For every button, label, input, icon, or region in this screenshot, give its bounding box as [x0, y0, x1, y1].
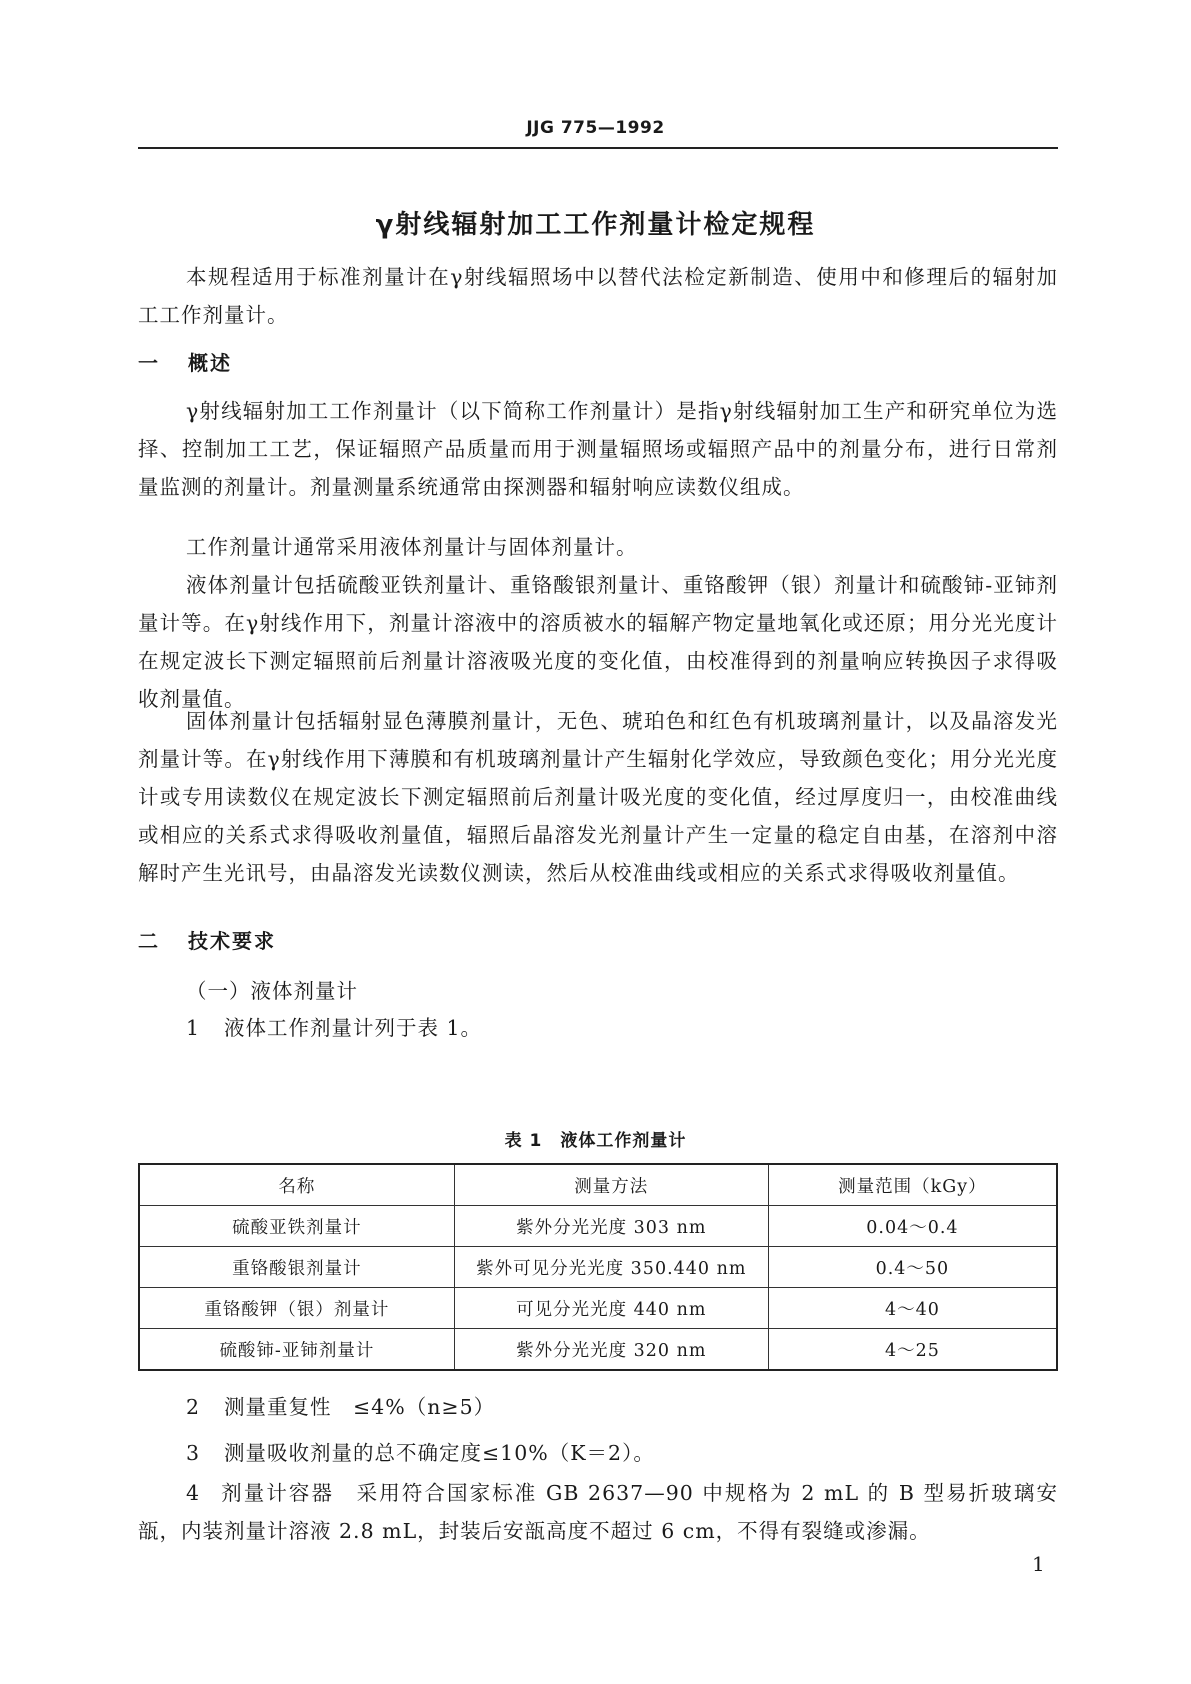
cell-range: 0.04～0.4 — [768, 1206, 1057, 1247]
overview-paragraph-3: 液体剂量计包括硫酸亚铁剂量计、重铬酸银剂量计、重铬酸钾（银）剂量计和硫酸铈-亚铈剂量计等。在γ射线作用下，剂量计溶液中的溶质被水的辐解产物定量地氧化或还原；用分光光度计在规定波长下测定辐照前后剂量计溶液吸光度的变化值，由校准得到的剂量响应转换因子求得吸收剂量值。 — [138, 573, 1058, 711]
cell-method: 紫外分光光度 303 nm — [454, 1206, 768, 1247]
cell-method: 紫外可见分光光度 350.440 nm — [454, 1247, 768, 1288]
section-heading-overview — [138, 347, 232, 376]
overview-paragraph-4: 固体剂量计包括辐射显色薄膜剂量计，无色、琥珀色和红色有机玻璃剂量计，以及晶溶发光剂量计等。在γ射线作用下薄膜和有机玻璃剂量计产生辐射化学效应，导致颜色变化；用分光光度计或专用读数仪在规定波长下测定辐照前后剂量计吸光度的变化值，经过厚度归一，由校准曲线或相应的关系式求得吸收剂量值，辐照后晶溶发光剂量计产生一定量的稳定自由基，在溶剂中溶解时产生光讯号，由晶溶发光读数仪测读，然后从校准曲线或相应的关系式求得吸收剂量值。 — [138, 709, 1058, 885]
section-heading-technical — [138, 925, 276, 954]
item-4 — [138, 1474, 1058, 1550]
item-number: 3 — [186, 1441, 201, 1465]
item-text: 测量吸收剂量的总不确定度≤10%（K＝2）。 — [224, 1441, 655, 1465]
item-number: 2 — [186, 1395, 201, 1419]
item-number: 1 — [186, 1016, 201, 1040]
cell-name: 重铬酸钾（银）剂量计 — [139, 1288, 454, 1329]
overview-paragraph-2: 工作剂量计通常采用液体剂量计与固体剂量计。 — [186, 535, 638, 559]
item-2 — [186, 1390, 495, 1420]
cell-range: 4～40 — [768, 1288, 1057, 1329]
subsection-liquid: （一）液体剂量计 — [186, 979, 358, 1003]
table-row — [139, 1206, 1057, 1247]
page-title: γ射线辐射加工工作剂量计检定规程 — [375, 210, 816, 240]
cell-range: 4～25 — [768, 1329, 1057, 1371]
section-number: 二 — [138, 929, 160, 953]
cell-method: 可见分光光度 440 nm — [454, 1288, 768, 1329]
intro-paragraph: 本规程适用于标准剂量计在γ射线辐照场中以替代法检定新制造、使用中和修理后的辐射加工工作剂量计。 — [138, 265, 1058, 327]
cell-range: 0.4～50 — [768, 1247, 1057, 1288]
table-row — [139, 1288, 1057, 1329]
cell-name: 重铬酸银剂量计 — [139, 1247, 454, 1288]
table-caption: 表 1 液体工作剂量计 — [504, 1131, 687, 1151]
item-3 — [186, 1436, 655, 1466]
liquid-dosimeter-table — [138, 1163, 1058, 1371]
header-rule — [138, 147, 1058, 149]
item-text: 剂量计容器 采用符合国家标准 GB 2637—90 中规格为 2 mL 的 B 型易折玻璃安瓿，内装剂量计溶液 2.8 mL，封装后安瓿高度不超过 6 cm，不得有裂缝或渗漏。 — [138, 1481, 1058, 1543]
item-number: 4 — [186, 1481, 201, 1505]
standard-code: JJG 775—1992 — [526, 118, 665, 138]
cell-name: 硫酸亚铁剂量计 — [139, 1206, 454, 1247]
cell-name: 硫酸铈-亚铈剂量计 — [139, 1329, 454, 1371]
overview-paragraph-1: γ射线辐射加工工作剂量计（以下简称工作剂量计）是指γ射线辐射加工生产和研究单位为选择、控制加工工艺，保证辐照产品质量而用于测量辐照场或辐照产品中的剂量分布，进行日常剂量监测的剂量计。剂量测量系统通常由探测器和辐射响应读数仪组成。 — [138, 399, 1058, 499]
header-name: 名称 — [139, 1164, 454, 1206]
item-1 — [186, 1011, 482, 1041]
header-method: 测量方法 — [454, 1164, 768, 1206]
table-header-row — [139, 1164, 1057, 1206]
section-number: 一 — [138, 351, 160, 375]
table-row — [139, 1329, 1057, 1371]
cell-method: 紫外分光光度 320 nm — [454, 1329, 768, 1371]
table-row — [139, 1247, 1057, 1288]
section-title: 技术要求 — [188, 929, 276, 953]
header-range: 测量范围（kGy） — [768, 1164, 1057, 1206]
page-number: 1 — [1032, 1552, 1045, 1576]
item-text: 液体工作剂量计列于表 1。 — [224, 1016, 483, 1040]
item-text: 测量重复性 ≤4%（n≥5） — [224, 1395, 496, 1419]
section-title: 概述 — [188, 351, 232, 375]
